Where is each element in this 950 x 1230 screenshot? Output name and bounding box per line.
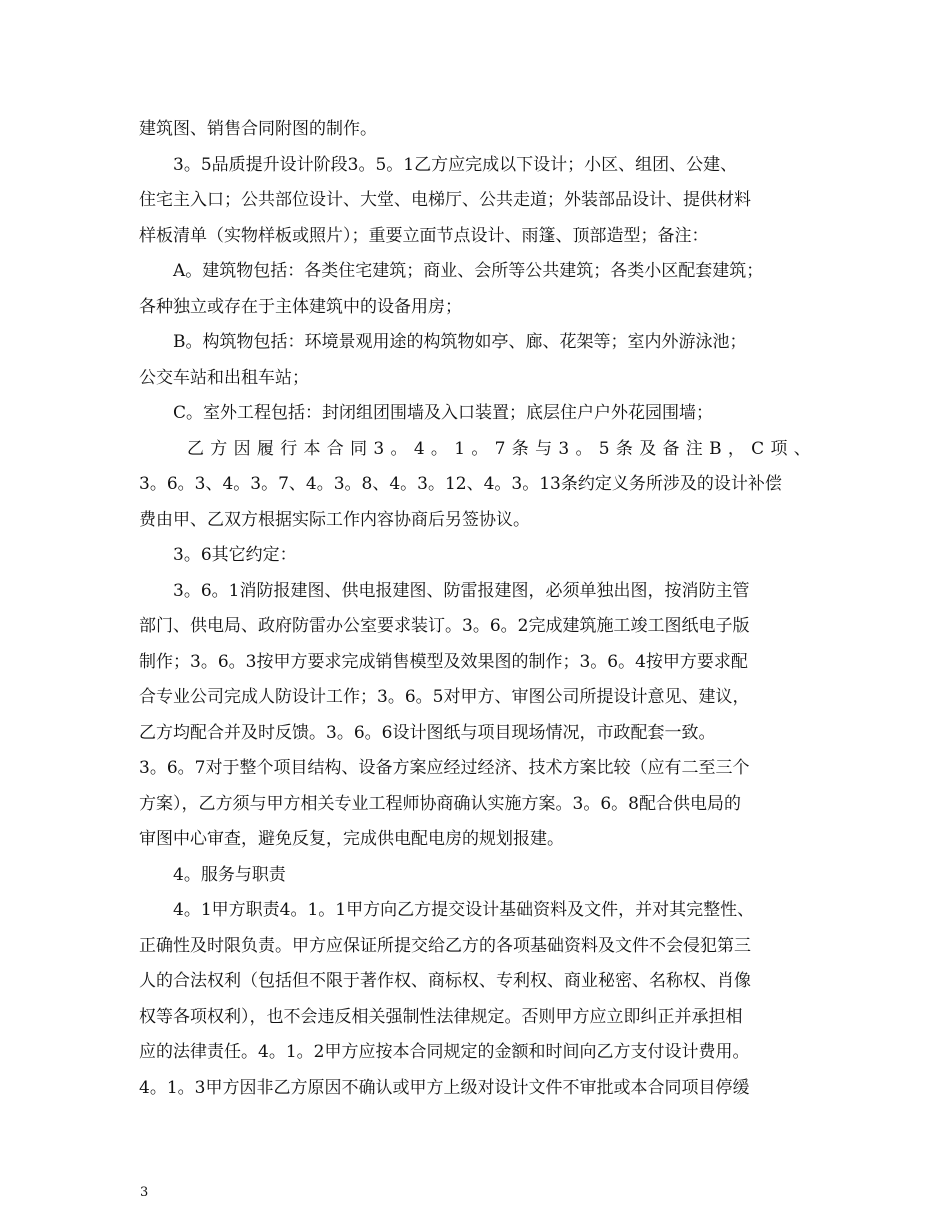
text-line: 3。6。3、4。3。7、4。3。8、4。3。12、4。3。13条约定义务所涉及的设计补偿 xyxy=(139,474,782,494)
text-line: 方案），乙方须与甲方相关专业工程师协商确认实施方案。3。6。8配合供电局的 xyxy=(139,793,741,814)
page-number: 3 xyxy=(140,1185,149,1200)
section-heading: 3。6其它约定： xyxy=(173,545,297,565)
document-body xyxy=(139,112,823,1106)
text-line: 各种独立或存在于主体建筑中的设备用房； xyxy=(139,296,462,317)
text-line: 费由甲、乙双方根据实际工作内容协商后另签协议。 xyxy=(139,509,530,530)
text-line: 人的合法权利（包括但不限于著作权、商标权、专利权、商业秘密、名称权、肖像 xyxy=(139,971,751,991)
text-line: B。构筑物包括：环境景观用途的构筑物如亭、廊、花架等；室内外游泳池； xyxy=(173,332,747,352)
text-line: 样板清单（实物样板或照片）；重要立面节点设计、雨篷、顶部造型；备注： xyxy=(139,225,709,246)
text-line: 3。6。7对于整个项目结构、设备方案应经过经济、技术方案比较（应有二至三个 xyxy=(139,758,750,778)
text-line: 乙方因履行本合同3。4。1。7条与3。5条及备注B，C项、 xyxy=(187,438,818,459)
text-line: 3。5品质提升设计阶段3。5。1乙方应完成以下设计；小区、组团、公建、 xyxy=(173,154,738,175)
text-line: 合专业公司完成人防设计工作；3。6。5对甲方、审图公司所提设计意见、建议， xyxy=(139,687,750,707)
text-line: 4。1甲方职责4。1。1甲方向乙方提交设计基础资料及文件，并对其完整性、 xyxy=(173,900,755,920)
text-line: 应的法律责任。4。1。2甲方应按本合同规定的金额和时间向乙方支付设计费用。 xyxy=(139,1042,750,1062)
text-line: C。室外工程包括：封闭组团围墙及入口装置；底层住户户外花园围墙； xyxy=(173,403,714,423)
text-line: 权等各项权利），也不会违反相关强制性法律规定。否则甲方应立即纠正并承担相 xyxy=(139,1006,743,1027)
text-line: 住宅主入口；公共部位设计、大堂、电梯厅、公共走道；外装部品设计、提供材料 xyxy=(139,190,751,210)
text-line: 3。6。1消防报建图、供电报建图、防雷报建图，必须单独出图，按消防主管 xyxy=(173,580,750,601)
text-line: 建筑图、销售合同附图的制作。 xyxy=(139,119,377,139)
text-line: 制作；3。6。3按甲方要求完成销售模型及效果图的制作；3。6。4按甲方要求配 xyxy=(139,651,748,672)
section-heading: 4。服务与职责 xyxy=(173,864,286,885)
text-line: 正确性及时限负责。甲方应保证所提交给乙方的各项基础资料及文件不会侵犯第三 xyxy=(139,935,751,956)
text-line: 部门、供电局、政府防雷办公室要求装订。3。6。2完成建筑施工竣工图纸电子版 xyxy=(139,616,750,636)
text-line: A。建筑物包括：各类住宅建筑；商业、会所等公共建筑；各类小区配套建筑； xyxy=(173,261,764,281)
text-line: 审图中心审查，避免反复，完成供电配电房的规划报建。 xyxy=(139,829,564,849)
text-line: 乙方均配合并及时反馈。3。6。6设计图纸与项目现场情况，市政配套一致。 xyxy=(139,722,716,743)
text-line: 4。1。3甲方因非乙方原因不确认或甲方上级对设计文件不审批或本合同项目停缓 xyxy=(139,1077,750,1098)
text-line: 公交车站和出租车站； xyxy=(139,367,309,388)
